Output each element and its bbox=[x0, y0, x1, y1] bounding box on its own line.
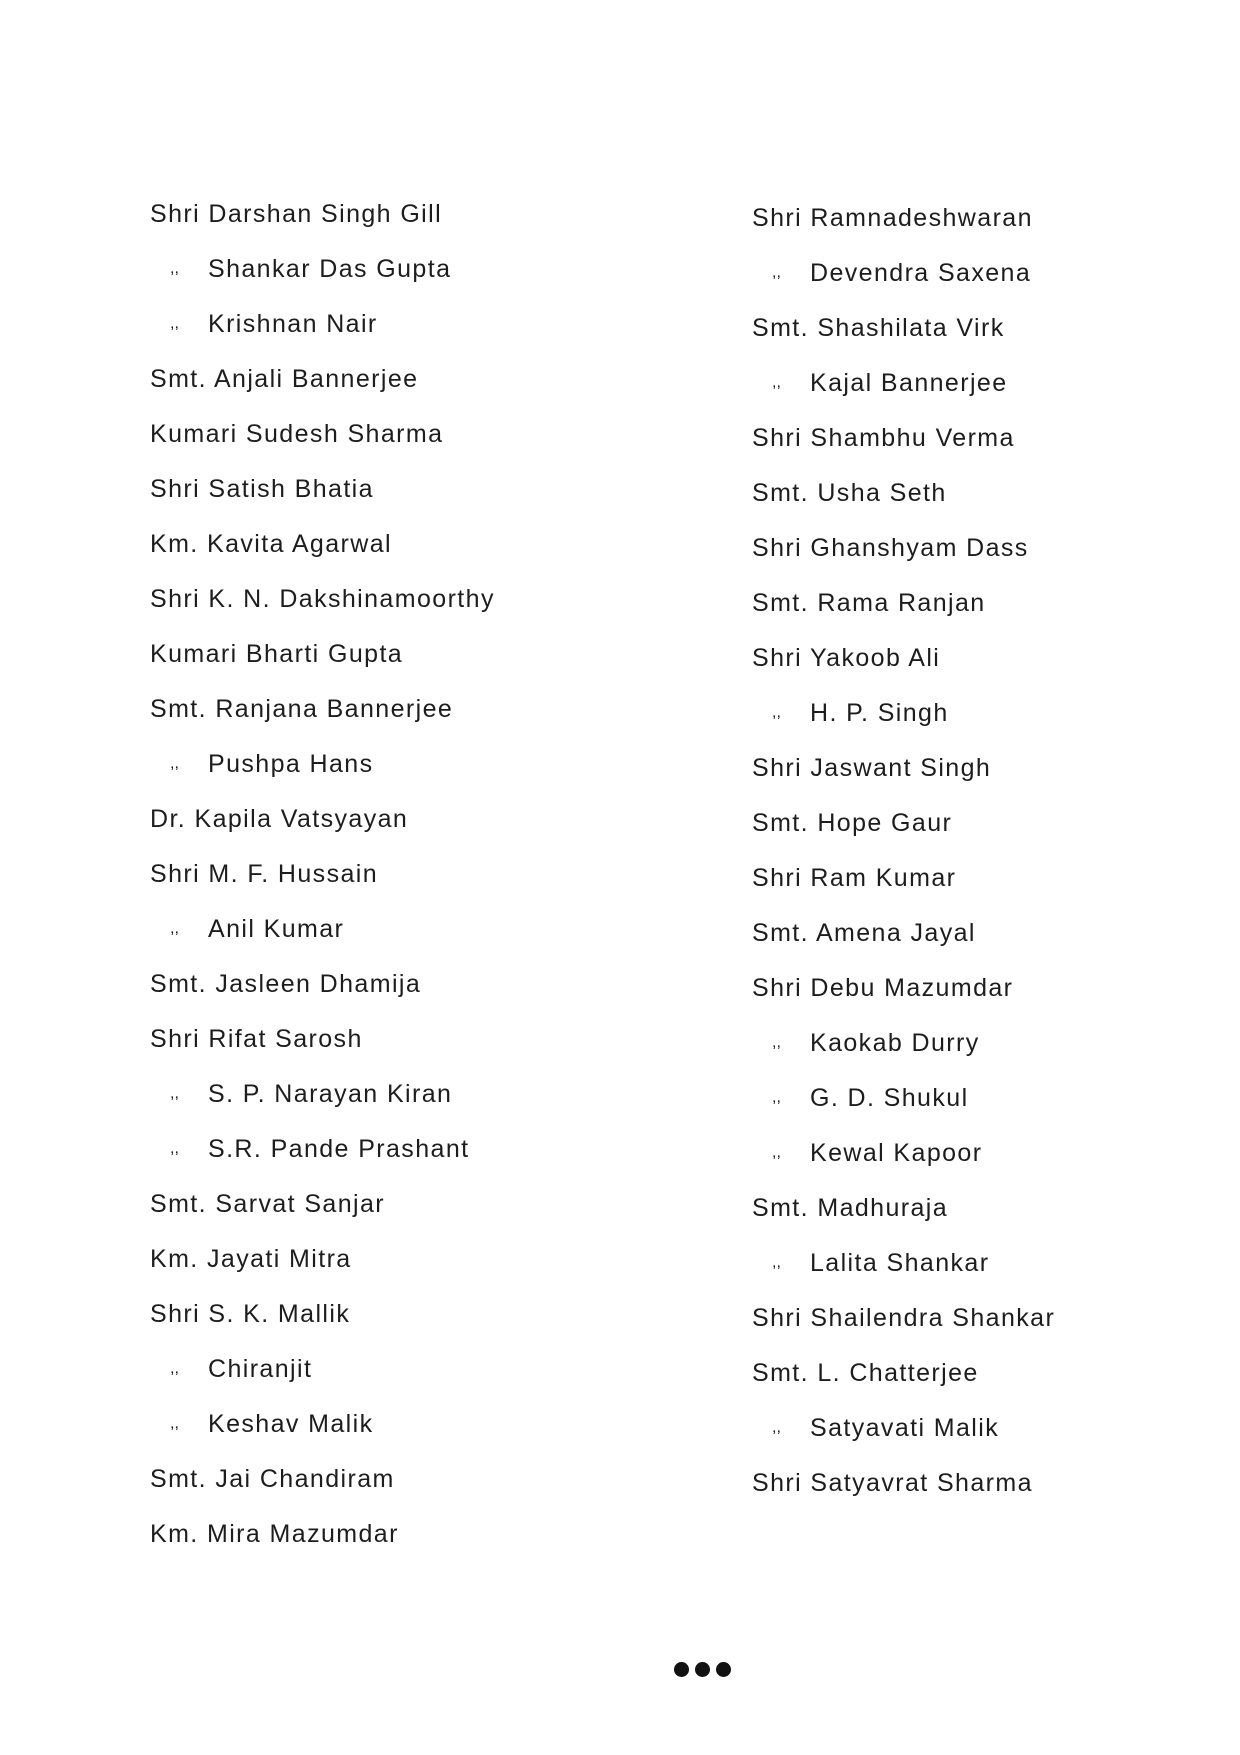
right-list-entry bbox=[752, 420, 1192, 475]
right-list-entry bbox=[752, 860, 1192, 915]
person-name: Shri Jaswant Singh bbox=[752, 754, 992, 782]
right-list-entry bbox=[752, 530, 1192, 585]
person-name: Kaokab Durry bbox=[810, 1029, 980, 1057]
right-list-entry bbox=[752, 970, 1192, 1025]
ditto-mark: ,, bbox=[772, 1089, 781, 1106]
person-name: Shankar Das Gupta bbox=[208, 255, 452, 283]
ditto-mark: ,, bbox=[772, 1034, 781, 1051]
ditto-mark: ,, bbox=[170, 1140, 179, 1157]
left-list-entry bbox=[150, 1241, 650, 1296]
person-name: Pushpa Hans bbox=[208, 750, 374, 778]
ditto-mark: ,, bbox=[170, 1360, 179, 1377]
right-list-entry bbox=[752, 1245, 1192, 1300]
right-list-entry bbox=[752, 365, 1192, 420]
person-name: Smt. L. Chatterjee bbox=[752, 1359, 979, 1387]
person-name: Shri Satish Bhatia bbox=[150, 475, 374, 503]
person-name: Shri K. N. Dakshinamoorthy bbox=[150, 585, 495, 613]
person-name: H. P. Singh bbox=[810, 699, 949, 727]
right-list-entry bbox=[752, 255, 1192, 310]
left-list-entry bbox=[150, 581, 650, 636]
person-name: Shri S. K. Mallik bbox=[150, 1300, 351, 1328]
person-name: Shri Darshan Singh Gill bbox=[150, 200, 443, 228]
person-name: Smt. Rama Ranjan bbox=[752, 589, 986, 617]
ditto-mark: ,, bbox=[772, 1144, 781, 1161]
right-list-entry bbox=[752, 1465, 1192, 1520]
ditto-mark: ,, bbox=[772, 1254, 781, 1271]
person-name: Shri M. F. Hussain bbox=[150, 860, 379, 888]
left-list-entry bbox=[150, 471, 650, 526]
person-name: Smt. Sarvat Sanjar bbox=[150, 1190, 386, 1218]
ditto-mark: ,, bbox=[170, 755, 179, 772]
right-list-entry bbox=[752, 1025, 1192, 1080]
right-list-entry bbox=[752, 750, 1192, 805]
right-list-entry bbox=[752, 200, 1192, 255]
person-name: Smt. Madhuraja bbox=[752, 1194, 949, 1222]
right-list-entry bbox=[752, 640, 1192, 695]
ditto-mark: ,, bbox=[772, 704, 781, 721]
left-list-entry bbox=[150, 361, 650, 416]
person-name: Shri Rifat Sarosh bbox=[150, 1025, 363, 1053]
person-name: Km. Jayati Mitra bbox=[150, 1245, 352, 1273]
person-name: Shri Shambhu Verma bbox=[752, 424, 1015, 452]
left-list-entry bbox=[150, 416, 650, 471]
right-list-entry bbox=[752, 805, 1192, 860]
left-list-entry bbox=[150, 196, 650, 251]
right-list-entry bbox=[752, 1355, 1192, 1410]
right-list-entry bbox=[752, 585, 1192, 640]
person-name: S.R. Pande Prashant bbox=[208, 1135, 470, 1163]
person-name: Smt. Jai Chandiram bbox=[150, 1465, 395, 1493]
ornament-dot bbox=[674, 1662, 689, 1677]
left-list-entry bbox=[150, 966, 650, 1021]
left-list-entry bbox=[150, 856, 650, 911]
person-name: Smt. Shashilata Virk bbox=[752, 314, 1005, 342]
left-list-entry bbox=[150, 1296, 650, 1351]
ornament-dot bbox=[716, 1662, 731, 1677]
right-list-entry bbox=[752, 915, 1192, 970]
left-list-entry bbox=[150, 1351, 650, 1406]
person-name: Shri Shailendra Shankar bbox=[752, 1304, 1056, 1332]
person-name: Anil Kumar bbox=[208, 915, 345, 943]
left-list-entry bbox=[150, 1406, 650, 1461]
person-name: Krishnan Nair bbox=[208, 310, 378, 338]
right-list-entry bbox=[752, 1190, 1192, 1245]
left-list-entry bbox=[150, 1021, 650, 1076]
ornament-dot bbox=[695, 1662, 710, 1677]
left-list-entry bbox=[150, 1516, 650, 1571]
ditto-mark: ,, bbox=[170, 260, 179, 277]
ditto-mark: ,, bbox=[170, 1085, 179, 1102]
person-name: Kajal Bannerjee bbox=[810, 369, 1008, 397]
right-name-column bbox=[752, 200, 1192, 1520]
person-name: Km. Kavita Agarwal bbox=[150, 530, 392, 558]
person-name: Keshav Malik bbox=[208, 1410, 374, 1438]
person-name: Chiranjit bbox=[208, 1355, 313, 1383]
person-name: Smt. Amena Jayal bbox=[752, 919, 976, 947]
person-name: Shri Satyavrat Sharma bbox=[752, 1469, 1033, 1497]
person-name: Smt. Ranjana Bannerjee bbox=[150, 695, 454, 723]
left-list-entry bbox=[150, 746, 650, 801]
person-name: Dr. Kapila Vatsyayan bbox=[150, 805, 409, 833]
person-name: Lalita Shankar bbox=[810, 1249, 990, 1277]
person-name: Smt. Anjali Bannerjee bbox=[150, 365, 419, 393]
person-name: S. P. Narayan Kiran bbox=[208, 1080, 453, 1108]
left-list-entry bbox=[150, 636, 650, 691]
left-list-entry bbox=[150, 1186, 650, 1241]
right-list-entry bbox=[752, 695, 1192, 750]
person-name: Satyavati Malik bbox=[810, 1414, 1000, 1442]
left-list-entry bbox=[150, 801, 650, 856]
right-list-entry bbox=[752, 1300, 1192, 1355]
ditto-mark: ,, bbox=[170, 315, 179, 332]
left-list-entry bbox=[150, 1461, 650, 1516]
left-list-entry bbox=[150, 306, 650, 361]
ditto-mark: ,, bbox=[772, 1419, 781, 1436]
person-name: Kumari Sudesh Sharma bbox=[150, 420, 444, 448]
right-list-entry bbox=[752, 1135, 1192, 1190]
right-list-entry bbox=[752, 475, 1192, 530]
right-list-entry bbox=[752, 1410, 1192, 1465]
left-list-entry bbox=[150, 691, 650, 746]
right-list-entry bbox=[752, 310, 1192, 365]
person-name: Kewal Kapoor bbox=[810, 1139, 983, 1167]
left-name-column bbox=[150, 196, 650, 1571]
person-name: Km. Mira Mazumdar bbox=[150, 1520, 399, 1548]
person-name: Smt. Jasleen Dhamija bbox=[150, 970, 422, 998]
person-name: G. D. Shukul bbox=[810, 1084, 969, 1112]
person-name: Kumari Bharti Gupta bbox=[150, 640, 404, 668]
person-name: Shri Yakoob Ali bbox=[752, 644, 941, 672]
person-name: Shri Ram Kumar bbox=[752, 864, 957, 892]
person-name: Devendra Saxena bbox=[810, 259, 1032, 287]
person-name: Shri Debu Mazumdar bbox=[752, 974, 1014, 1002]
person-name: Shri Ghanshyam Dass bbox=[752, 534, 1029, 562]
left-list-entry bbox=[150, 1131, 650, 1186]
left-list-entry bbox=[150, 526, 650, 581]
person-name: Smt. Usha Seth bbox=[752, 479, 947, 507]
person-name: Shri Ramnadeshwaran bbox=[752, 204, 1033, 232]
three-dot-ornament-icon bbox=[674, 1662, 731, 1677]
left-list-entry bbox=[150, 251, 650, 306]
ditto-mark: ,, bbox=[772, 374, 781, 391]
ditto-mark: ,, bbox=[170, 1415, 179, 1432]
right-list-entry bbox=[752, 1080, 1192, 1135]
left-list-entry bbox=[150, 911, 650, 966]
left-list-entry bbox=[150, 1076, 650, 1131]
person-name: Smt. Hope Gaur bbox=[752, 809, 953, 837]
ditto-mark: ,, bbox=[772, 264, 781, 281]
ditto-mark: ,, bbox=[170, 920, 179, 937]
